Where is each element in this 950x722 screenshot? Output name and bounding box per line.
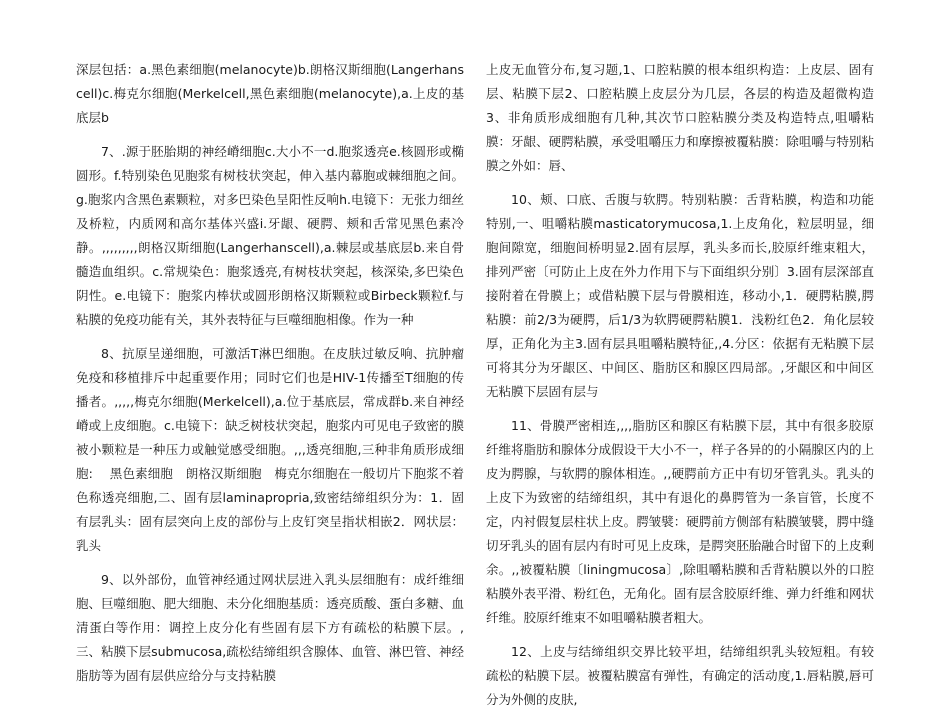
paragraph-left-4: 9、以外部份，血管神经通过网状层进入乳头层细胞有：成纤维细胞、巨噬细胞、肥大细胞、未分化细胞基质：透亮质酸、蛋白多糖、血清蛋白等作用：调控上皮分化有些固有层下方有疏松的粘膜下层。,三、粘膜下层submucosa,疏松结缔组织含腺体、血管、淋巴管、神经脂肪等为固有层供应给分与支持粘膜 <box>76 572 464 683</box>
right-column <box>486 58 874 722</box>
paragraph-left-1: 深层包括：a.黑色素细胞(melanocyte)b.朗格汉斯细胞(Langerhanscell)c.梅克尔细胞(Merkelcell,黑色素细胞(melanocyte),a.上皮的基底层b <box>76 62 464 125</box>
paragraph-right-1: 上皮无血管分布,复习题,1、口腔粘膜的根本组织构造：上皮层、固有层、粘膜下层2、口腔粘膜上皮层分为几层，各层的构造及超微构造3、非角质形成细胞有几种,其次节口腔粘膜分类及构造特点,咀嚼粘膜：牙龈、硬腭粘膜，承受咀嚼压力和摩擦被覆粘膜：除咀嚼与特别粘膜之外如：唇、 <box>486 62 874 173</box>
paragraph-right-2: 10、颊、口底、舌腹与软腭。特别粘膜：舌背粘膜，构造和功能特别,一、咀嚼粘膜masticatorymucosa,1.上皮角化，粒层明显，细胞间隙宽，细胞间桥明显2.固有层厚，乳头多而长,胶原纤维束粗大，排列严密〔可防止上皮在外力作用下与下面组织分别〕3.固有层深部直接附着在骨膜上；或借粘膜下层与骨膜相连，移动小,1．硬腭粘膜,腭粘膜：前2/3为硬腭，后1/3为软腭硬腭粘膜1．浅粉红色2．角化层较厚，正角化为主3.固有层具咀嚼粘膜特征,,4.分区：依据有无粘膜下层可将其分为牙龈区、中间区、脂肪区和腺区四局部。,牙龈区和中间区无粘膜下层固有层与 <box>486 192 874 399</box>
paragraph-left-3: 8、抗原呈递细胞，可激活T淋巴细胞。在皮肤过敏反响、抗肿瘤免疫和移植排斥中起重要作用；同时它们也是HIV-1传播至T细胞的传播者。,,,,,梅克尔细胞(Merkelcell),a.位于基底层，常成群b.来自神经嵴或上皮细胞。c.电镜下：缺乏树枝状突起，胞浆内可见电子致密的膜被小颗粒是一种压力或触觉感受细胞。,,,透亮细胞,三种非角质形成细胞: 黑色素细胞 朗格汉斯细胞 梅克尔细胞在一般切片下胞浆不着色称透亮细胞,二、固有层laminapropria,致密结缔组织分为：1．固有层乳头：固有层突向上皮的部份与上皮钉突呈指状相嵌2．网状层：乳头 <box>76 346 464 553</box>
paragraph-left-2: 7、.源于胚胎期的神经嵴细胞c.大小不一d.胞浆透亮e.核圆形或椭圆形。f.特别染色见胞浆有树枝状突起，伸入基内幕胞或棘细胞之间。g.胞浆内含黑色素颗粒，对多巴染色呈阳性反响h.电镜下：无张力细丝及桥粒，内质网和高尔基体兴盛i.牙龈、硬腭、颊和舌常见黑色素冷静。,,,,,,,,,朗格汉斯细胞(Langerhanscell),a.棘层或基底层b.来自骨髓造血组织。c.常规染色：胞浆透亮,有树枝状突起，核深染,多巴染色阴性。e.电镜下：胞浆内棒状或圆形朗格汉斯颗粒或Birbeck颗粒f.与粘膜的免疫功能有关，其外表特征与巨噬细胞相像。作为一种 <box>76 144 464 327</box>
paragraph-right-4: 12、上皮与结缔组织交界比较平坦，结缔组织乳头较短粗。有较疏松的粘膜下层。被覆粘膜富有弹性，有确定的活动度,1.唇粘膜,唇可分为外侧的皮肤, <box>486 644 874 707</box>
left-column <box>76 58 464 698</box>
paragraph-right-3: 11、骨膜严密相连,,,,脂肪区和腺区有粘膜下层，其中有很多胶原纤维将脂肪和腺体分成假设干大小不一，样子各异的的小隔腺区内的上皮为腭腺，与软腭的腺体相连。,,硬腭前方正中有切牙管乳头。乳头的上皮下为致密的结缔组织，其中有退化的鼻腭管为一条盲管，长度不定，内衬假复层柱状上皮。腭皱襞：硬腭前方侧部有粘膜皱襞，腭中缝切牙乳头的固有层内有时可见上皮珠，是腭突胚胎融合时留下的上皮剩余。,,被覆粘膜〔liningmucosa〕,除咀嚼粘膜和舌背粘膜以外的口腔粘膜外表平滑、粉红色，无角化。固有层含胶原纤维、弹力纤维和网状纤维。胶原纤维束不如咀嚼粘膜者粗大。 <box>486 418 874 625</box>
